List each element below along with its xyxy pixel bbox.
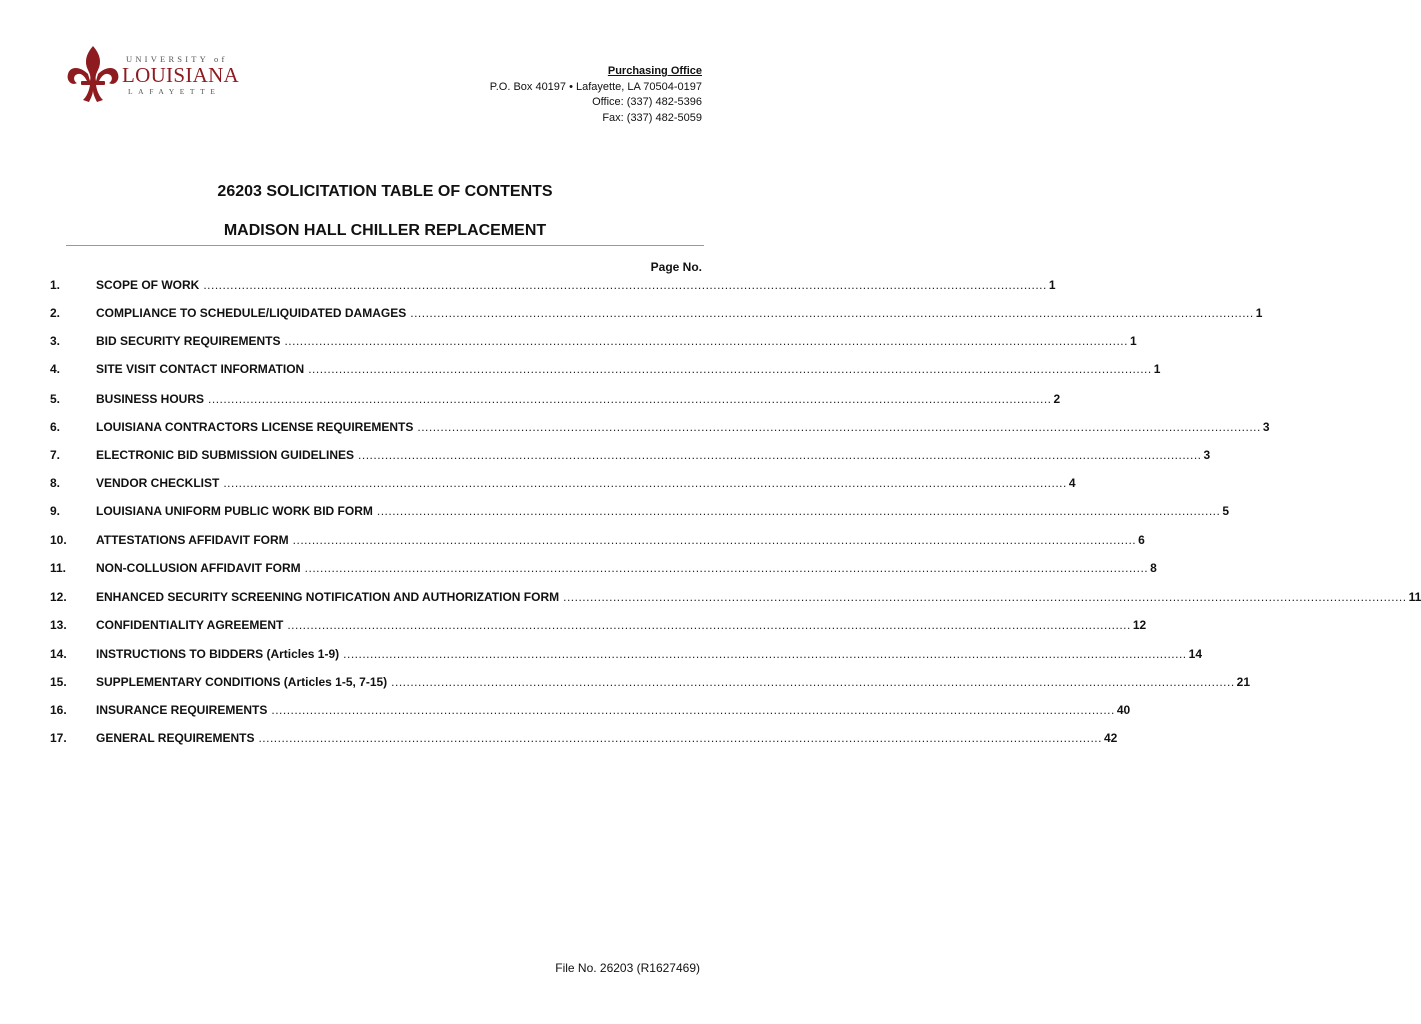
toc-entry [50,703,1131,723]
toc-dot-leader: ............................................................................................................................................................................................................................ [292,533,1137,547]
toc-entry [50,476,1076,496]
toc-entry-number: 14. [50,647,67,661]
toc-entry [50,278,1056,298]
toc-entry-number: 13. [50,618,67,632]
toc-entry-number: 1. [50,278,61,292]
toc-entry-page: 8 [1150,561,1157,575]
toc-entry [50,618,1147,638]
toc-entry-page: 12 [1132,618,1147,632]
toc-entry-title: ELECTRONIC BID SUBMISSION GUIDELINES [96,448,355,462]
toc-dot-leader: ............................................................................................................................................................................................................................ [417,420,1261,434]
toc-entry-page: 4 [1068,476,1076,490]
title-divider [66,245,704,246]
toc-dot-leader: ............................................................................................................................................................................................................................ [208,392,1052,406]
toc-dot-leader: ............................................................................................................................................................................................................................ [284,334,1128,348]
purchasing-office-block [490,64,702,126]
toc-entry-number: 6. [50,420,61,434]
toc-entry-number: 5. [50,392,61,406]
toc-entry-page: 1 [1129,334,1137,348]
toc-entry [50,561,1157,581]
toc-entry-title: INSTRUCTIONS TO BIDDERS (Articles 1-9) [96,647,340,661]
toc-entry-number: 8. [50,476,61,490]
toc-entry [50,675,1251,695]
toc-entry [50,420,1270,440]
toc-entry-page: 2 [1053,392,1061,406]
toc-entry-title: INSURANCE REQUIREMENTS [96,703,268,717]
toc-entry-page: 14 [1188,647,1202,661]
toc-entry-page: 42 [1103,731,1118,745]
toc-dot-leader: ............................................................................................................................................................................................................................ [271,703,1115,717]
logo-lafayette-text: LAFAYETTE [128,87,221,96]
toc-entry-title: GENERAL REQUIREMENTS [96,731,255,745]
office-phone: Office: (337) 482-5396 [592,96,702,108]
toc-dot-leader: ............................................................................................................................................................................................................................ [563,590,1407,604]
toc-entry-title: SITE VISIT CONTACT INFORMATION [96,362,305,376]
toc-entry [50,590,1421,610]
toc-dot-leader: ............................................................................................................................................................................................................................ [343,647,1187,661]
toc-dot-leader: ............................................................................................................................................................................................................................ [391,675,1235,689]
office-fax: Fax: (337) 482-5059 [602,111,702,124]
toc-entry [50,647,1202,667]
toc-entry-page: 21 [1236,675,1251,689]
page-number-header: Page No. [650,260,702,274]
toc-entry-title: SUPPLEMENTARY CONDITIONS (Articles 1-5, 7-15) [96,675,388,689]
toc-dot-leader: ............................................................................................................................................................................................................................ [376,504,1221,518]
toc-entry-title: SCOPE OF WORK [96,278,200,292]
toc-entry-title: CONFIDENTIALITY AGREEMENT [96,618,284,632]
toc-entry [50,334,1137,354]
toc-entry-title: BID SECURITY REQUIREMENTS [96,334,281,348]
toc-entry-title: NON-COLLUSION AFFIDAVIT FORM [96,561,301,575]
toc-entry-number: 17. [50,731,67,745]
toc-entry [50,392,1061,412]
toc-entry-number: 16. [50,703,67,717]
toc-dot-leader: ............................................................................................................................................................................................................................ [304,561,1149,575]
toc-entry-page: 11 [1408,590,1421,604]
toc-entry-number: 11. [50,561,67,575]
toc-entry [50,306,1263,326]
toc-entry-page: 40 [1116,703,1131,717]
toc-dot-leader: ............................................................................................................................................................................................................................ [358,448,1202,462]
toc-entry-title: ATTESTATIONS AFFIDAVIT FORM [96,533,289,547]
toc-entry-page: 1 [1255,306,1263,320]
logo-louisiana-text: LOUISIANA [122,63,240,87]
university-logo [66,44,240,106]
toc-entry-number: 12. [50,590,67,604]
toc-entry-number: 4. [50,362,61,376]
toc-entry-number: 9. [50,504,61,518]
toc-entry-title: ENHANCED SECURITY SCREENING NOTIFICATION AND AUTHORIZATION FORM [96,590,560,604]
toc-dot-leader: ............................................................................................................................................................................................................................ [287,618,1131,632]
toc-dot-leader: ............................................................................................................................................................................................................................ [410,306,1254,320]
toc-entry-number: 3. [50,334,61,348]
toc-entry-page: 1 [1048,278,1056,292]
toc-entry [50,731,1118,751]
document-subtitle: MADISON HALL CHILLER REPLACEMENT [223,222,547,239]
toc-entry [50,533,1145,553]
document-title: 26203 SOLICITATION TABLE OF CONTENTS [217,183,553,200]
toc-entry-title: VENDOR CHECKLIST [96,476,220,490]
toc-entry [50,448,1211,468]
toc-entry-page: 5 [1222,504,1230,518]
toc-entry [50,504,1230,524]
toc-dot-leader: ............................................................................................................................................................................................................................ [203,278,1047,292]
logo-university-text: UNIVERSITY of [126,54,228,64]
toc-entry-number: 15. [50,675,67,689]
toc-entry-number: 10. [50,533,67,547]
toc-entry-page: 6 [1138,533,1145,547]
toc-dot-leader: ............................................................................................................................................................................................................................ [308,362,1152,376]
toc-entry-title: BUSINESS HOURS [96,392,205,406]
toc-entry-page: 1 [1153,362,1161,376]
toc-entry-title: LOUISIANA CONTRACTORS LICENSE REQUIREMENTS [96,420,414,434]
toc-entry-title: COMPLIANCE TO SCHEDULE/LIQUIDATED DAMAGES [96,306,407,320]
toc-entry-page: 3 [1262,420,1270,434]
toc-entry-number: 7. [50,448,61,462]
fleur-de-lis-icon [66,44,120,104]
toc-dot-leader: ............................................................................................................................................................................................................................ [223,476,1067,490]
office-address: P.O. Box 40197 • Lafayette, LA 70504-0197 [489,80,702,93]
toc-dot-leader: ............................................................................................................................................................................................................................ [258,731,1102,745]
toc-entry-page: 3 [1203,448,1211,462]
file-number: File No. 26203 (R1627469) [555,961,700,975]
toc-entry-number: 2. [50,306,61,320]
toc-entry-title: LOUISIANA UNIFORM PUBLIC WORK BID FORM [96,504,373,518]
toc-entry [50,362,1161,382]
office-title: Purchasing Office [607,65,702,77]
